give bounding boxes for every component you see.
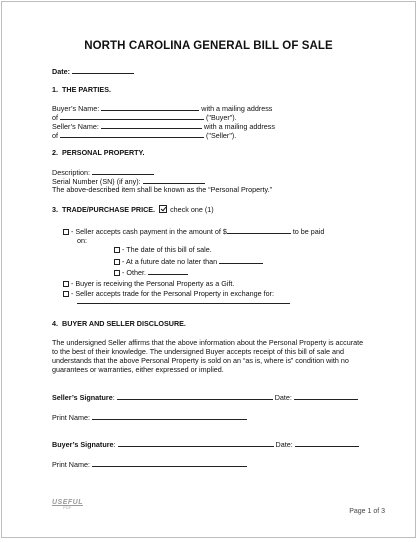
- future-date-field[interactable]: [219, 256, 263, 264]
- gift-text: - Buyer is receiving the Personal Property as a Gift.: [71, 279, 235, 288]
- cash-text: - Seller accepts cash payment in the amount of $: [71, 227, 227, 236]
- opt-future-checkbox[interactable]: [114, 259, 120, 265]
- buyer-date-label: Date:: [275, 440, 293, 449]
- opt-date-checkbox[interactable]: [114, 247, 120, 253]
- opt-other-text: - Other.: [122, 268, 146, 277]
- seller-mailing-text: with a mailing address: [203, 122, 275, 131]
- check-one-text: check one (1): [170, 205, 214, 214]
- serial-field[interactable]: [143, 176, 205, 184]
- buyer-date-field[interactable]: [295, 439, 359, 447]
- document-title: NORTH CAROLINA GENERAL BILL OF SALE: [84, 40, 333, 52]
- seller-signature-row: Seller’s Signature: Date:: [52, 392, 358, 402]
- date-row: [52, 66, 134, 76]
- seller-name-label: Seller’s Name:: [52, 122, 99, 131]
- section-3-heading-row: 3. TRADE/PURCHASE PRICE. check one (1): [52, 205, 214, 214]
- gift-row: [63, 279, 234, 288]
- opt-future-row: [114, 256, 263, 266]
- seller-tag: ("Seller").: [206, 131, 237, 140]
- opt-other-checkbox[interactable]: [114, 270, 120, 276]
- buyer-signature-field[interactable]: [118, 439, 274, 447]
- opt-future-text: - At a future date no later than: [122, 257, 218, 266]
- cash-row: [63, 226, 324, 236]
- trade-checkbox[interactable]: [63, 291, 69, 297]
- buyer-print-name-row: [52, 459, 247, 469]
- seller-name-field[interactable]: [101, 121, 202, 129]
- opt-date-row: [114, 245, 212, 254]
- buyer-print-name-field[interactable]: [92, 459, 247, 467]
- section-3-title: TRADE/PURCHASE PRICE.: [62, 205, 156, 214]
- page-number: Page 1 of 3: [349, 508, 385, 515]
- buyer-of-label: of: [52, 113, 58, 122]
- serial-label: Serial Number (SN) (if any):: [52, 177, 141, 186]
- section-1-title: THE PARTIES.: [62, 85, 111, 94]
- seller-address-row: [52, 130, 236, 140]
- cash-checkbox[interactable]: [63, 229, 69, 235]
- to-be-paid-text: to be paid: [292, 227, 325, 236]
- seller-print-name-field[interactable]: [92, 412, 247, 420]
- description-field[interactable]: [92, 167, 154, 175]
- section-4-title: BUYER AND SELLER DISCLOSURE.: [62, 319, 186, 328]
- check-one-checkbox[interactable]: [159, 205, 167, 213]
- opt-date-text: - The date of this bill of sale.: [122, 245, 212, 254]
- trade-text: - Seller accepts trade for the Personal Property in exchange for:: [71, 289, 274, 298]
- other-field[interactable]: [148, 267, 188, 275]
- seller-print-name-row: [52, 412, 247, 422]
- buyer-address-field[interactable]: [60, 112, 204, 120]
- seller-date-field[interactable]: [294, 392, 358, 400]
- buyer-tag: ("Buyer").: [206, 113, 237, 122]
- seller-print-name-label: Print Name:: [52, 413, 90, 422]
- seller-signature-label: Seller’s Signature: [52, 393, 113, 402]
- document-page: [1, 1, 416, 538]
- section-2-heading: 2. PERSONAL PROPERTY.: [52, 148, 145, 157]
- seller-date-label: Date:: [274, 393, 292, 402]
- trade-field-row: [77, 296, 290, 306]
- useful-pdf-logo: [52, 499, 83, 510]
- opt-other-row: [114, 267, 188, 277]
- section-1-heading: 1. THE PARTIES.: [52, 85, 111, 94]
- buyer-print-name-label: Print Name:: [52, 460, 90, 469]
- section-2-title: PERSONAL PROPERTY.: [62, 148, 145, 157]
- cash-amount-field[interactable]: [227, 226, 291, 234]
- section-4-heading: 4. BUYER AND SELLER DISCLOSURE.: [52, 319, 186, 328]
- seller-address-field[interactable]: [60, 130, 204, 138]
- trade-field[interactable]: [77, 296, 290, 304]
- seller-signature-field[interactable]: [117, 392, 273, 400]
- date-label: Date:: [52, 67, 70, 76]
- date-field[interactable]: [72, 66, 134, 74]
- gift-checkbox[interactable]: [63, 281, 69, 287]
- buyer-signature-label: Buyer’s Signature: [52, 440, 114, 449]
- property-note: The above-described item shall be known as the “Personal Property.”: [52, 185, 272, 194]
- on-label: on:: [77, 236, 87, 245]
- description-label: Description:: [52, 168, 90, 177]
- seller-of-label: of: [52, 131, 58, 140]
- buyer-name-field[interactable]: [101, 103, 199, 111]
- logo-text: USEFUL: [52, 499, 83, 506]
- buyer-signature-row: Buyer’s Signature: Date:: [52, 439, 359, 449]
- buyer-name-label: Buyer’s Name:: [52, 104, 100, 113]
- disclosure-paragraph: The undersigned Seller affirms that the above information about the Personal Property is accurate to the best of their knowledge. The undersigned Buyer accepts receipt of this bill of sale and understands that the above Personal Property is sold on an “as is, where is” condition with no guarantees or warranties, either expressed or implied.: [52, 338, 364, 374]
- logo-subtext: PDF: [63, 506, 72, 510]
- buyer-mailing-text: with a mailing address: [201, 104, 273, 113]
